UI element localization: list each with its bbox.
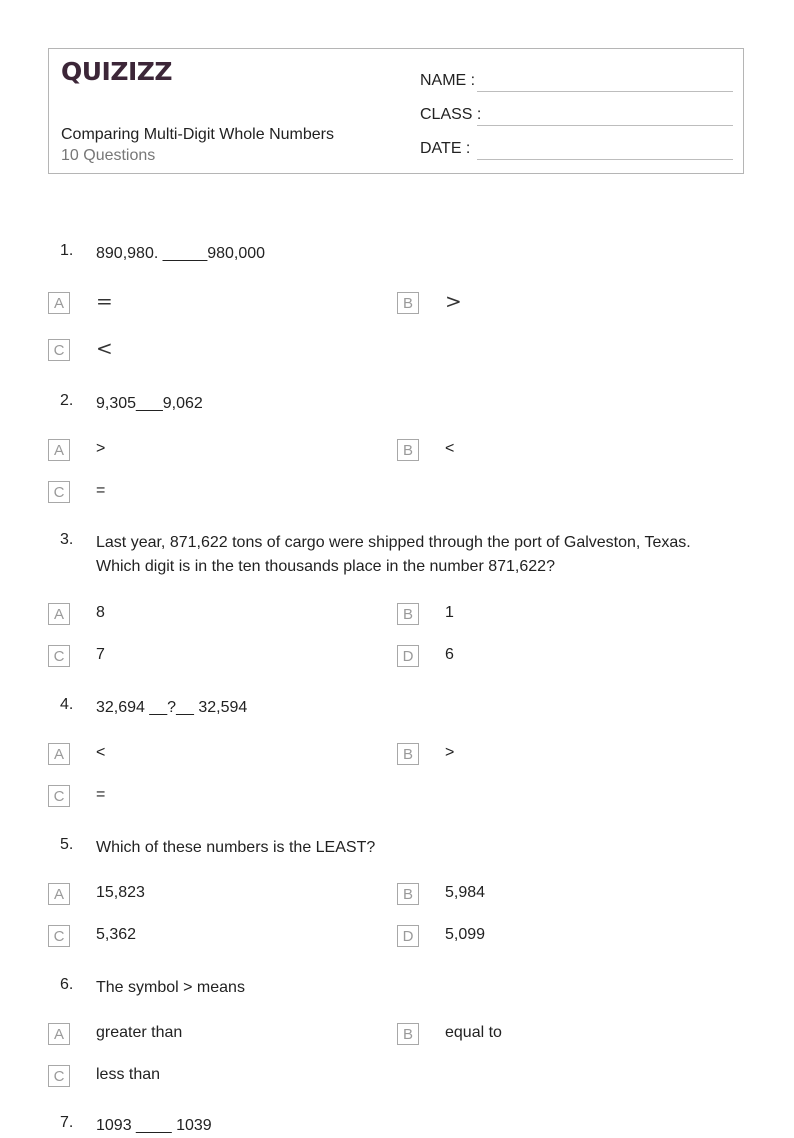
option-letter-box: B	[397, 292, 419, 314]
date-label: DATE :	[420, 140, 471, 157]
name-field[interactable]	[420, 68, 733, 92]
date-line[interactable]	[477, 159, 733, 160]
worksheet-title: Comparing Multi-Digit Whole Numbers	[61, 126, 334, 143]
option-letter-box: A	[48, 439, 70, 461]
option-text: less than	[96, 1066, 161, 1083]
option-letter-box: C	[48, 1065, 70, 1087]
option-letter-box: C	[48, 645, 70, 667]
option-text: 8	[96, 604, 105, 621]
option-text: 5,984	[445, 884, 486, 901]
question-text: Last year, 871,622 tons of cargo were shipped through the port of Galveston, Texas. Which digit is in the ten thousands place in the number 871,622?	[96, 534, 691, 575]
question-text: Which of these numbers is the LEAST?	[96, 839, 376, 856]
option-text: greater than	[96, 1024, 183, 1041]
option-text: <	[445, 440, 455, 457]
option-text: 7	[96, 646, 105, 663]
option-text: =	[96, 482, 106, 499]
name-line[interactable]	[477, 91, 733, 92]
option-text: 1	[445, 604, 454, 621]
option-text: >	[445, 744, 455, 761]
option-text: 15,823	[96, 884, 145, 901]
option-letter-box: D	[397, 645, 419, 667]
option-letter-box: B	[397, 603, 419, 625]
option-letter-box: A	[48, 603, 70, 625]
question-text: 890,980. _____980,000	[96, 245, 266, 262]
option-text: <	[96, 336, 113, 360]
question-text: 9,305___9,062	[96, 395, 203, 412]
option-text: 5,362	[96, 926, 137, 943]
option-letter-box: B	[397, 883, 419, 905]
option-letter-box: A	[48, 883, 70, 905]
question-number: 3.	[60, 531, 74, 548]
option-text: =	[96, 289, 113, 313]
question-number: 4.	[60, 696, 74, 713]
option-letter-box: A	[48, 743, 70, 765]
date-field[interactable]	[420, 136, 733, 160]
option-letter-box: A	[48, 292, 70, 314]
option-letter-box: B	[397, 439, 419, 461]
option-letter-box: B	[397, 743, 419, 765]
question-number: 7.	[60, 1114, 74, 1131]
option-text: 6	[445, 646, 454, 663]
class-field[interactable]	[420, 102, 733, 126]
option-text: <	[96, 744, 106, 761]
question-number: 5.	[60, 836, 74, 853]
question-count: 10 Questions	[61, 147, 156, 164]
question-text: 32,694 __?__ 32,594	[96, 699, 248, 716]
option-letter-box: D	[397, 925, 419, 947]
option-letter-box: A	[48, 1023, 70, 1045]
question-text: The symbol > means	[96, 979, 245, 996]
option-text: =	[96, 786, 106, 803]
question-number: 6.	[60, 976, 74, 993]
class-label: CLASS :	[420, 106, 482, 123]
option-text: >	[445, 289, 462, 313]
option-letter-box: B	[397, 1023, 419, 1045]
worksheet-header	[48, 48, 744, 174]
option-letter-box: C	[48, 925, 70, 947]
option-letter-box: C	[48, 785, 70, 807]
option-letter-box: C	[48, 481, 70, 503]
class-line[interactable]	[477, 125, 733, 126]
quizizz-logo: QUIZIZZ	[61, 57, 173, 86]
option-letter-box: C	[48, 339, 70, 361]
option-text: 5,099	[445, 926, 486, 943]
option-text: >	[96, 440, 106, 457]
name-label: NAME :	[420, 72, 476, 89]
question-text: 1093 ____ 1039	[96, 1117, 212, 1134]
question-number: 2.	[60, 392, 74, 409]
question-number: 1.	[60, 242, 74, 259]
option-text: equal to	[445, 1024, 502, 1041]
